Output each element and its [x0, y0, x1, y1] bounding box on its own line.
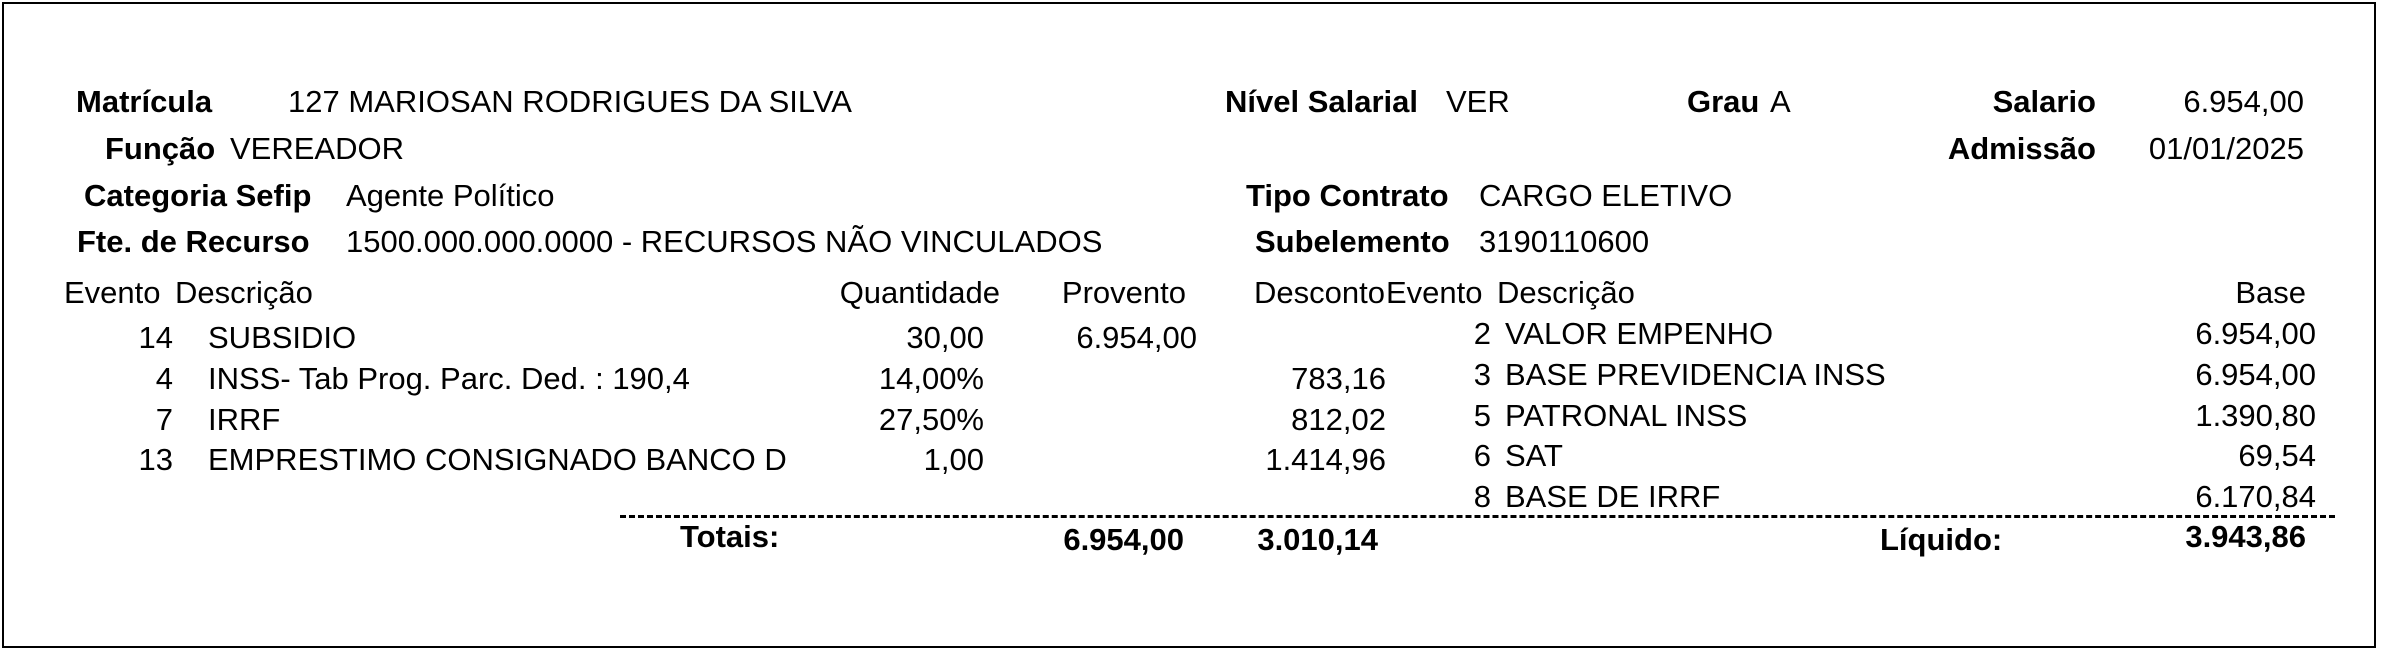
event-code: 14 [138, 320, 173, 355]
base-description: BASE PREVIDENCIA INSS [1505, 357, 1886, 392]
event-desconto: 783,16 [1291, 361, 1386, 396]
event-quantity: 14,00% [878, 361, 984, 396]
tipo-contrato-label: Tipo Contrato [1246, 178, 1449, 213]
col-base: Base [2235, 275, 2306, 310]
base-description: PATRONAL INSS [1505, 398, 1748, 433]
matricula-value: 127 MARIOSAN RODRIGUES DA SILVA [288, 84, 852, 119]
categoria-sefip-value: Agente Político [346, 178, 555, 213]
event-desconto: 812,02 [1291, 402, 1386, 437]
col-quantidade: Quantidade [839, 275, 1000, 310]
event-quantity: 1,00 [923, 442, 984, 477]
base-description: VALOR EMPENHO [1505, 316, 1774, 351]
fonte-recurso-label: Fte. de Recurso [77, 224, 310, 259]
col-provento: Provento [1061, 275, 1186, 310]
event-description: EMPRESTIMO CONSIGNADO BANCO D [208, 442, 787, 477]
grau-label: Grau [1687, 84, 1760, 119]
salario-label: Salario [1992, 84, 2096, 119]
categoria-sefip-label: Categoria Sefip [84, 178, 312, 213]
event-quantity: 30,00 [906, 320, 984, 355]
nivel-salarial-value: VER [1446, 84, 1510, 119]
col-desconto: Desconto [1254, 275, 1385, 310]
funcao-value: VEREADOR [230, 131, 404, 166]
totals-label: Totais: [680, 519, 780, 554]
event-code: 4 [155, 361, 173, 396]
tipo-contrato-value: CARGO ELETIVO [1479, 178, 1733, 213]
nivel-salarial-label: Nível Salarial [1225, 84, 1419, 119]
base-code: 5 [1473, 398, 1491, 433]
col-evento-base: Evento [1386, 275, 1483, 310]
event-code: 13 [138, 442, 173, 477]
salario-value: 6.954,00 [2183, 84, 2304, 119]
base-value: 69,54 [2238, 438, 2316, 473]
base-code: 8 [1473, 479, 1491, 514]
col-evento: Evento [64, 275, 161, 310]
totals-desconto: 3.010,14 [1257, 522, 1378, 557]
base-description: SAT [1505, 438, 1563, 473]
event-description: INSS- Tab Prog. Parc. Ded. : 190,4 [208, 361, 690, 396]
admissao-label: Admissão [1947, 131, 2096, 166]
base-value: 6.954,00 [2195, 316, 2316, 351]
base-value: 6.954,00 [2195, 357, 2316, 392]
event-description: SUBSIDIO [208, 320, 357, 355]
fonte-recurso-value: 1500.000.000.0000 - RECURSOS NÃO VINCULADOS [346, 224, 1103, 259]
event-quantity: 27,50% [878, 402, 984, 437]
subelemento-value: 3190110600 [1479, 224, 1650, 259]
col-descricao-base: Descrição [1497, 275, 1635, 310]
grau-value: A [1770, 84, 1791, 119]
base-code: 2 [1473, 316, 1491, 351]
liquido-value: 3.943,86 [2185, 519, 2306, 554]
event-code: 7 [155, 402, 173, 437]
liquido-label: Líquido: [1880, 522, 2003, 557]
totals-provento: 6.954,00 [1063, 522, 1184, 557]
funcao-label: Função [105, 131, 216, 166]
base-value: 1.390,80 [2195, 398, 2316, 433]
event-provento: 6.954,00 [1076, 320, 1197, 355]
subelemento-label: Subelemento [1255, 224, 1450, 259]
admissao-value: 01/01/2025 [2148, 131, 2304, 166]
base-code: 6 [1473, 438, 1491, 473]
base-value: 6.170,84 [2195, 479, 2316, 514]
matricula-label: Matrícula [76, 84, 213, 119]
base-code: 3 [1473, 357, 1491, 392]
totals-divider [620, 515, 2335, 518]
event-description: IRRF [208, 402, 281, 437]
col-descricao: Descrição [175, 275, 313, 310]
base-description: BASE DE IRRF [1505, 479, 1721, 514]
event-desconto: 1.414,96 [1265, 442, 1386, 477]
